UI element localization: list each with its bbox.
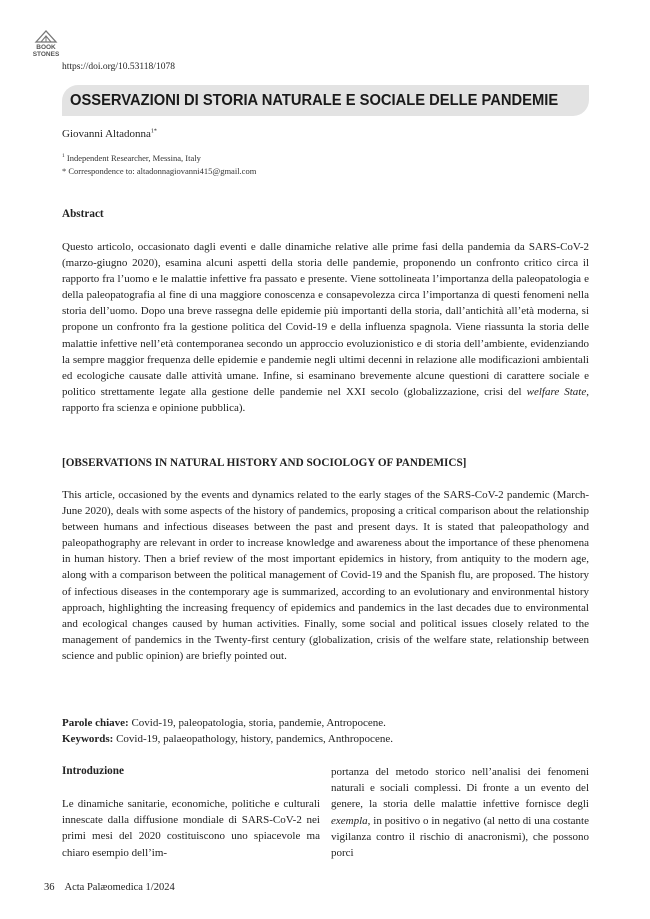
abstract-en-heading: [OBSERVATIONS IN NATURAL HISTORY AND SOCIOLOGY OF PANDEMICS] [62, 457, 467, 469]
intro-right-italic: exempla [331, 814, 368, 827]
correspondence [62, 166, 256, 176]
affiliation-mark: 1 [62, 153, 65, 160]
correspondence-text: * Correspondence to: altadonnagiovanni415@gmail.com [62, 166, 257, 176]
publisher-logo [26, 28, 66, 58]
keywords-en-label: Keywords: [62, 733, 114, 745]
page-number: 36 [44, 882, 55, 893]
article-title: OSSERVAZIONI DI STORIA NATURALE E SOCIALE DELLE PANDEMIE [70, 92, 559, 109]
intro-heading: Introduzione [62, 765, 124, 777]
keywords-it-text: Covid-19, paleopatologia, storia, pandemie, Antropocene. [128, 717, 386, 729]
keywords-it [62, 717, 386, 729]
abstract-en: This article, occasioned by the events and dynamics related to the early stages of the SARS-CoV-2 pandemic (March-June 2020), deals with some aspects of the history of pandemics, proposing a critical comparison about the relationship between humans and infectious diseases between the past and present days. It is stated that paleopathology and paleopathography are relevant in order to increase knowledge and awareness about the importance of these phenomena in human history. Then a brief review of the most important epidemics in history, from antiquity to the modern age, along with a comparison between the political management of Covid-19 and the Spanish flu, are proposed. The history of infectious diseases in the contemporary age is summarized, according to an evolutionary and environmental history approach, highlighting the increasing frequency of epidemics and pandemics in the last decades due to environmental and ecological changes caused by human activities. Finally, some social and political issues closely related to the management of pandemics in the Twenty-first century (globalization, crisis of the welfare state, relationship between science and public opinion) are briefly pointed out. [62, 489, 589, 662]
title-banner [62, 85, 589, 116]
page-footer [44, 882, 175, 893]
author-marks: 1* [150, 128, 157, 135]
abstract-heading: Abstract [62, 208, 104, 220]
keywords-en-text: Covid-19, palaeopathology, history, pandemics, Anthropocene. [113, 733, 393, 745]
publisher-name-line1: BOOK [36, 44, 56, 51]
author-name: Giovanni Altadonna [62, 128, 151, 140]
intro-left-column: Le dinamiche sanitarie, economiche, politiche e culturali innescate dalla diffusione mondiale di SARS-CoV-2 nei primi mesi del 2020 costituiscono uno spiacevole ma chiaro esempio dell’im- [62, 798, 320, 859]
keywords-en [62, 733, 393, 745]
abstract-it-part2: , rapporto fra scienza e opinione pubblica). [62, 385, 589, 414]
doi-link[interactable]: https://doi.org/10.53118/1078 [62, 62, 175, 72]
affiliation-1 [62, 153, 201, 163]
intro-right-part1: portanza del metodo storico nell’analisi dei fenomeni naturali e sociali complessi. Di fronte a un evento del genere, la storia delle malattie infettive fornisce degli [331, 766, 589, 811]
abstract-it-italic: welfare State [526, 385, 587, 398]
journal-name: Acta Palæomedica 1/2024 [64, 882, 175, 893]
intro-right-column [331, 764, 589, 861]
intro-right-part2: , in positivo o in negativo (al netto di una costante vigilanza contro il rischio di anacronismi), che possono porci [331, 814, 589, 860]
publisher-name-line2: STONES [32, 51, 60, 58]
abstract-it-part1: Questo articolo, occasionato dagli eventi e dalle dinamiche relative alle prime fasi della pandemia da SARS-CoV-2 (marzo-giugno 2020), esamina alcuni aspetti della storia delle pandemie, proponendo un confronto critico circa il rapporto fra l’uomo e le malattie infettive fra passato e presente. Viene sottolineata l’importanza della paleopatologia e della paleopatografia al fine di una maggiore conoscenza e consapevolezza circa l’importanza di questi fenomeni nella storia dell’uomo. Dopo una breve rassegna delle epidemie più importanti della storia, dall’antichità all’età moderna, si propone un confronto fra la gestione politica del Covid-19 e della influenza spagnola. Viene riassunta la storia delle malattie infettive nell’età contemporanea secondo un approccio evoluzionistico e di storia dell’ambiente, evidenziando la sempre maggior frequenza delle epidemie e pandemie negli ultimi decenni in relazione alle modificazioni ambientali ed ecologiche causate dalle attività umane. Infine, si esaminano brevemente alcune questioni di carattere sociale e politico strettamente legate alla gestione delle pandemie nel XXI secolo (globalizzazione, crisi del [62, 241, 589, 398]
affiliation-text: Independent Researcher, Messina, Italy [66, 153, 201, 163]
author-line [62, 128, 157, 140]
book-stones-icon [34, 28, 58, 44]
abstract-it [62, 239, 589, 416]
keywords-it-label: Parole chiave: [62, 717, 129, 729]
